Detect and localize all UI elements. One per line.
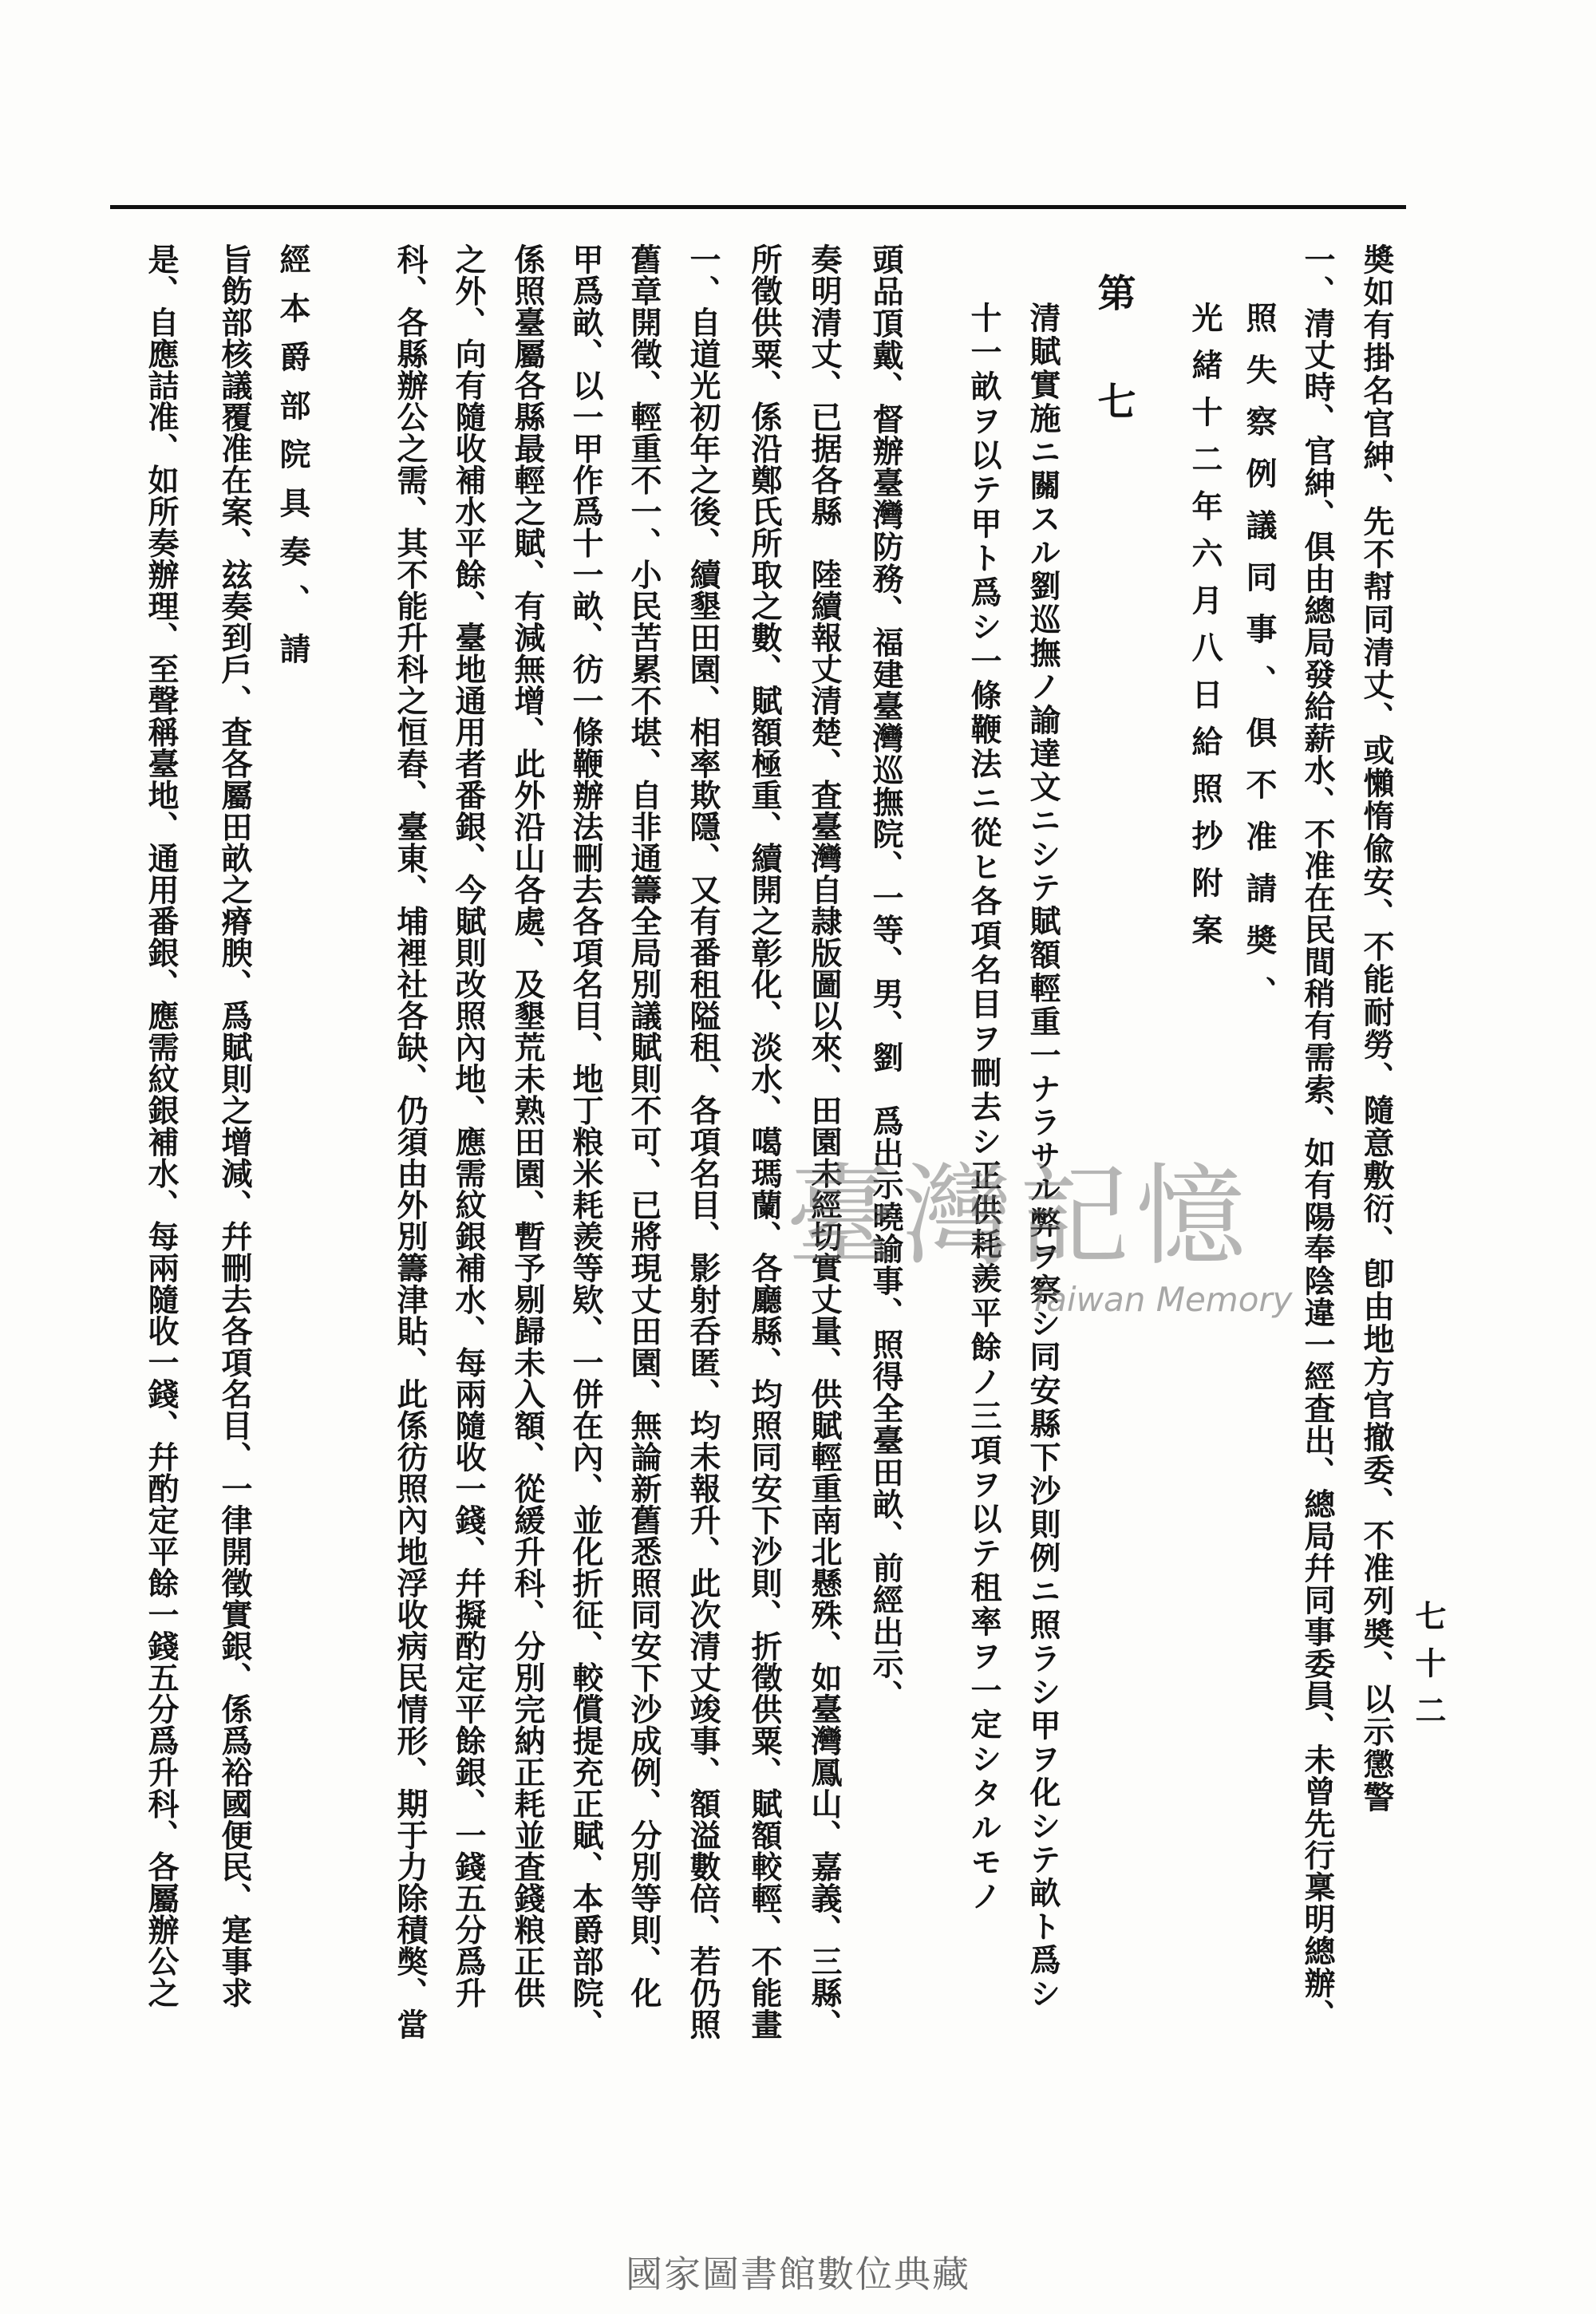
proclamation-line-6: 甲爲畝、以一甲作爲十一畝、彷一條鞭辦法刪去各項名目、地丁粮米耗羨等欵、一併在內、並化折征、較償提充正賦、本爵部院、: [567, 243, 604, 2040]
proclamation-line-3: 所徵供粟、係沿鄭氏所取之數、賦額極重、續開之彰化、淡水、噶瑪蘭、各廳縣、均照同安下沙則、折徵供粟、賦額較輕、不能畫: [746, 243, 783, 2040]
watermark-logo-subtext: Taiwan Memory: [1029, 1280, 1293, 1319]
proclamation-line-11: 旨飭部核議覆准在案、玆奏到戶、査各屬田畝之瘠腴、爲賦則之增減、幷刪去各項名目、一律開徵實銀、係爲裕國便民、寔事求: [216, 243, 253, 2008]
proclamation-line-12: 是、自應詰准、如所奏辦理、至聲稱臺地、通用番銀、應需紋銀補水、每兩隨收一錢、幷酌定平餘一錢五分爲升科、各屬辦公之: [143, 243, 180, 2008]
rules-line-1: 奬如有掛名官紳、先不幇同清丈、或懶惰偸安、不能耐勞、隨意敷衍、卽由地方官撤委、不准列奬、以示懲警: [1358, 243, 1395, 1814]
proclamation-line-8: 之外、向有隨收補水平餘、臺地通用者番銀、今賦則改照內地、應需紋銀補水、每兩隨收一錢、幷擬酌定平餘銀、一錢五分爲升: [450, 243, 487, 2008]
proclamation-line-9: 科、各縣辦公之需、其不能升科之恒舂、臺東、埔裡社各缺、仍須由外別籌津貼、此係彷照內地浮收病民情形、期于力除積獘、當: [392, 243, 429, 2040]
section-title: 第 七: [1091, 273, 1136, 436]
summary-line-2: 十一畝ヲ以テ甲ト爲シ一條鞭法ニ從ヒ各項名目ヲ刪去シ正供耗羨平餘ノ三項ヲ以テ租率ヲ一定シタルモノ: [966, 302, 1002, 1914]
proclamation-line-2: 奏明清丈、已据各縣 陸續報丈清楚、査臺灣自隷版圖以來、田園未經切實丈量、供賦輕重南北懸殊、如臺灣鳳山、嘉義、三縣、: [806, 243, 843, 2040]
proclamation-line-4: 一、自道光初年之後、續墾田園、相率欺隱、又有番租隘租、各項名目、影射呑匿、均未報升、此次清丈竣事、額溢數倍、若仍照: [685, 243, 721, 2040]
date-line: 光緒十二年六月八日給照抄附案: [1187, 302, 1223, 961]
summary-line-1: 清賦實施ニ關スル劉巡撫ノ諭達文ニシテ賦額輕重一ナラサル弊ヲ察シ同安縣下沙則例ニ照ラシ甲ヲ化シテ畝ト爲シ: [1025, 302, 1061, 2011]
proclamation-line-1: 頭品頂戴、督辦臺灣防務、福建臺灣巡撫院、一等、男、劉 爲出示曉諭事、照得全臺田畝、前經出示、: [867, 243, 904, 1712]
proclamation-line-10: 經本爵部院具奏、請: [275, 243, 311, 681]
rules-line-3: 照失察例議同事、俱不准請奬、: [1241, 302, 1278, 1028]
proclamation-line-7: 係照臺屬各縣最輕之賦、有減無增、此外沿山各處、及墾荒未熟田園、暫予剔歸未入額、從緩升科、分別完納正耗並査錢粮正供: [509, 243, 546, 2008]
footer-credit: 國家圖書館數位典藏: [626, 2253, 970, 2296]
proclamation-line-5: 舊章開徵、輕重不一、小民苦累不堪、自非通籌全局別議賦則不可、已將現丈田園、無論新舊悉照同安下沙成例、分別等則、化: [626, 243, 662, 2008]
page-number: 七十二: [1410, 1600, 1447, 1741]
rules-line-2: 一、清丈時、官紳、俱由總局發給薪水、不准在民間稍有需索、如有陽奉陰違一經査出、總局幷同事委員、未曾先行稟明總辦、: [1299, 243, 1336, 2031]
top-rule: [110, 205, 1406, 209]
watermark-logo-text: 臺灣記憶: [786, 1152, 1253, 1281]
